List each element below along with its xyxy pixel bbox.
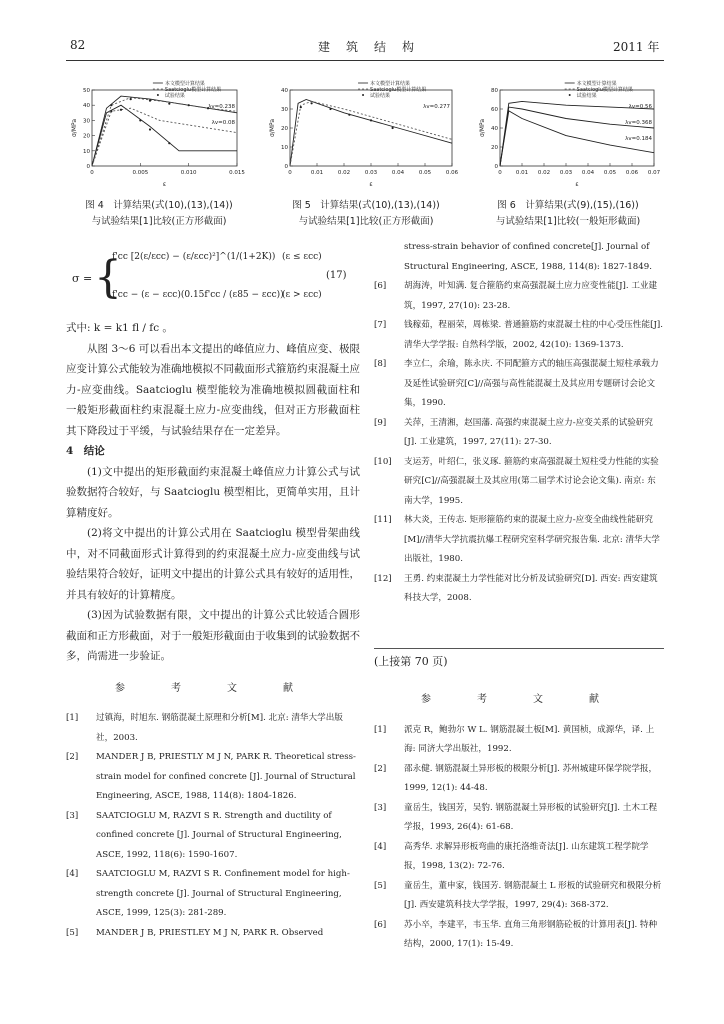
reference-text: 苏小卒，李建平，韦玉华. 直角三角形钢筋砼板的计算用表[J]. 特种结构，2000, 17(1): 15-49. (404, 919, 658, 949)
left-reference-list (66, 709, 360, 943)
reference-item (66, 807, 360, 866)
y-tick-label: 40 (491, 126, 498, 132)
reference-number: [12] (374, 573, 392, 584)
conclusion-1: (1)文中提出的矩形截面约束混凝土峰值应力计算公式与试验数据符合较好，与 Saatcioglu 模型相比，更简单实用，且计算精度好。 (66, 465, 361, 519)
y-tick-label: 30 (83, 118, 90, 125)
x-tick-label: 0.06 (445, 170, 459, 176)
reference-number: [6] (374, 281, 387, 291)
continued-note: (上接第 70 页) (374, 655, 448, 668)
data-point (168, 142, 170, 144)
x-tick-label: 0.05 (603, 170, 617, 176)
reference-item (374, 238, 664, 277)
reference-number: [1] (66, 713, 79, 723)
data-point (188, 104, 190, 106)
reference-item (374, 511, 664, 570)
y-tick-label: 50 (83, 88, 90, 94)
reference-number: [5] (66, 927, 79, 938)
reference-text: stress-strain behavior of confined concrete[J]. Journal of Structural Engineering, ASCE, 1988, 114(8): 1827-1849. (404, 242, 652, 272)
series-line (500, 101, 654, 166)
x-tick-label: 0.02 (337, 170, 351, 176)
legend-label: 试验结果 (164, 93, 185, 99)
equation-number: (17) (326, 270, 347, 281)
figure-6-chart (478, 80, 662, 190)
x-tick-label: 0.015 (229, 170, 245, 176)
reference-item (66, 709, 360, 748)
conclusion-2: (2)将文中提出的计算公式用在 Saatcioglu 模型骨架曲线中，对不同截面形式计算得到的约束混凝土应力-应变曲线与试验结果符合较好，证明文中提出的计算公式具有较好的适用性，并具有较好的计算精度。 (66, 527, 360, 601)
reference-text: MANDER J B, PRIESTLY M J N, PARK R. Theoretical stress-strain model for confined concrete [J]. Journal of Structural Engineering, ASCE, 1988, 114(8): 1804-1826. (96, 752, 356, 801)
reference-text: 过镇海，时旭东. 钢筋混凝土原理和分析[M]. 北京: 清华大学出版社，2003. (96, 713, 343, 743)
x-tick-label: 0.03 (559, 170, 573, 176)
y-tick-label: 40 (281, 88, 288, 94)
references-heading: 参 考 文 献 (115, 682, 311, 694)
reference-number: [8] (374, 359, 387, 369)
reference-number: [5] (374, 880, 387, 891)
equation-row1: f'cc [2(ε/εcc) − (ε/εcc)²]^(1/(1+2K)) (112, 252, 276, 262)
left-column (66, 318, 360, 943)
page-number: 82 (70, 38, 86, 52)
data-point (329, 108, 331, 110)
reference-item (374, 277, 664, 316)
equation-row1-condition: (ε ≤ εcc) (282, 252, 322, 262)
data-point (110, 110, 112, 112)
reference-item (66, 865, 360, 924)
reference-text: 支运芳，叶绍仁，张义琢. 箍筋约束高强混凝土短柱受力性能的实验研究[C]//高强混凝土及其应用(第二届学术讨论会论文集). 南京: 东南大学，1995. (404, 456, 659, 506)
y-tick-label: 20 (491, 145, 498, 151)
equation-row2-condition: (ε > εcc) (282, 290, 322, 300)
reference-text: 李立仁，余瑜，陈永庆. 不同配箍方式的轴压高强混凝土短柱承载力及延性试验研究[C]//高强与高性能混凝土及其应用专题研讨会论文集，1990. (404, 359, 659, 408)
reference-text: 钱稼茹，程丽荣，周栋梁. 普通箍筋约束混凝土柱的中心受压性能[J]. 清华大学学报: 自然科学版，2002, 42(10): 1369-1373. (404, 320, 663, 350)
legend-label: 试验结果 (576, 93, 597, 99)
y-axis-label: σ/MPa (71, 118, 78, 138)
reference-number: [1] (374, 724, 387, 735)
x-tick-label: 0 (498, 170, 502, 176)
x-tick-label: 0.01 (310, 170, 324, 176)
y-tick-label: 10 (281, 145, 288, 151)
reference-item (374, 570, 664, 609)
y-tick-label: 20 (281, 126, 288, 132)
x-tick-label: 0.06 (625, 170, 639, 176)
reference-text: MANDER J B, PRIESTLEY M J N, PARK R. Observed (96, 927, 324, 938)
legend-label: 试验结果 (370, 93, 391, 99)
x-tick-label: 0.07 (647, 170, 661, 176)
data-point (120, 109, 122, 111)
equation-brace: { (94, 252, 122, 303)
x-tick-label: 0.04 (391, 170, 405, 176)
data-point (168, 103, 170, 105)
reference-item (374, 316, 664, 355)
x-tick-label: 0 (90, 170, 94, 176)
right-reference-list-2 (374, 721, 664, 955)
x-tick-label: 0 (288, 170, 292, 176)
legend-label: 本文模型计算结果 (370, 81, 411, 87)
legend-marker (569, 94, 571, 96)
data-point (392, 127, 394, 129)
reference-text: SAATCIOGLU M, RAZVI S R. Strength and ductility of confined concrete [J]. Journal of Structural Engineering, ASCE, 1992, 118(6): 1590-1607. (96, 810, 342, 860)
y-tick-label: 20 (83, 133, 90, 140)
data-point (130, 98, 132, 100)
reference-number: [3] (374, 802, 387, 813)
conclusion-3: (3)因为试验数据有限，文中提出的计算公式比较适合圆形截面和正方形截面，对于一般矩形截面由于收集到的试验数据不多，尚需进一步验证。 (66, 609, 360, 662)
y-tick-label: 10 (83, 148, 90, 155)
reference-number: [3] (66, 810, 79, 821)
reference-number: [2] (66, 752, 79, 762)
references-heading-2: 参 考 文 献 (421, 694, 617, 705)
reference-item (374, 838, 664, 877)
reference-text: 童岳生，董申家，钱国芳. 钢筋混凝土 L 形板的试验研究和极限分析[J]. 西安建筑科技大学学报，1997, 29(4): 368-372. (404, 880, 662, 910)
data-point (348, 114, 350, 116)
legend-label: 本文模型计算结果 (576, 81, 617, 87)
data-point (110, 104, 112, 106)
issue-year: 2011 年 (613, 40, 660, 54)
caption-line: 与试验结果[1]比较(正方形截面) (298, 216, 434, 227)
reference-item (66, 748, 360, 807)
x-axis-label: ε (369, 181, 373, 188)
legend-marker (157, 94, 159, 96)
series-line (92, 105, 237, 166)
x-tick-label: 0.01 (515, 170, 529, 176)
reference-number: [7] (374, 320, 387, 330)
curve-annotation: λv=0.238 (208, 104, 235, 110)
header-rule (66, 60, 664, 61)
reference-number: [9] (374, 417, 387, 428)
equation-row2: f'cc − (ε − εcc)(0.15f'cc / (ε85 − εcc)) (112, 290, 284, 300)
legend-label: 本文模型计算结果 (164, 81, 205, 87)
paragraph-results: 从图 3～6 可以看出本文提出的峰值应力、峰值应变、极限应变计算公式能较为准确地模拟不同截面形式箍筋约束混凝土应力-应变曲线。Saatcioglu 模型能较为准确地模拟圆截面柱和一般矩形截面柱约束混凝土应力-应变曲线，但对正方形截面柱其下降段过于平缓，与试验结果存在一定差异。 (66, 342, 360, 437)
data-point (149, 100, 151, 102)
reference-number: [2] (374, 763, 387, 774)
reference-number: [10] (374, 456, 392, 467)
data-point (139, 119, 141, 121)
caption-line: 图 6 计算结果(式(9),(15),(16)) (497, 200, 639, 211)
y-tick-label: 0 (86, 164, 90, 170)
y-axis-label: σ/MPa (479, 118, 486, 138)
reference-item (374, 760, 664, 799)
x-tick-label: 0.010 (180, 170, 197, 176)
legend-label: Saatcioglu模型计算结果 (164, 87, 222, 93)
reference-item (374, 916, 664, 955)
equation-17 (72, 246, 362, 314)
figure-5-caption (266, 198, 466, 230)
y-tick-label: 40 (83, 103, 90, 110)
series-line (290, 101, 452, 166)
right-reference-list (374, 238, 664, 609)
reference-item (374, 414, 664, 453)
equation-sigma: σ = (72, 272, 93, 285)
right-column (374, 238, 664, 609)
figure-6-caption (466, 198, 670, 230)
x-tick-label: 0.005 (132, 170, 149, 176)
reference-text: 派克 R，鲍勃尔 W L. 钢筋混凝土板[M]. 黄国桢，成源华，译. 上海: 同济大学出版社，1992. (404, 724, 655, 754)
reference-text: 童岳生，钱国芳，吴豹. 钢筋混凝土异形板的试验研究[J]. 土木工程学报，1993, 26(4): 61-68. (404, 802, 658, 832)
reference-text: SAATCIOGLU M, RAZVI S R. Confinement model for high-strength concrete [J]. Journal of Structural Engineering, ASCE, 1999, 125(3): 281-289. (96, 869, 350, 918)
curve-annotation: λv=0.368 (625, 120, 652, 126)
data-point (311, 102, 313, 104)
x-tick-label: 0.05 (418, 170, 432, 176)
curve-annotation: λv=0.56 (628, 104, 652, 110)
reference-text: 王勇. 约束混凝土力学性能对比分析及试验研究[D]. 西安: 西安建筑科技大学，2008. (404, 573, 658, 603)
figure-5-chart (268, 80, 460, 190)
legend-label: Saatcioglu模型计算结果 (370, 87, 427, 93)
y-tick-label: 30 (281, 107, 288, 113)
x-axis-label: ε (162, 181, 167, 188)
reference-text: 林大炎，王传志. 矩形箍筋约束的混凝土应力-应变全曲线性能研究[M]//清华大学抗震抗爆工程研究室科学研究报告集. 北京: 清华大学出版社，1980. (404, 515, 660, 564)
section-separator (374, 648, 664, 649)
caption-line: 与试验结果[1]比较(一般矩形截面) (495, 216, 641, 227)
caption-line: 图 4 计算结果(式(10),(13),(14)) (85, 200, 233, 211)
y-axis-label: σ/MPa (269, 118, 276, 138)
journal-title: 建 筑 结 构 (318, 40, 417, 54)
reference-text: 邵永健. 钢筋混凝土异形板的极限分析[J]. 苏州城建环保学院学报，1999, 12(1): 44-48. (404, 763, 658, 793)
reference-text: 高秀华. 求解异形板弯曲的康托洛维奇法[J]. 山东建筑工程学院学报，1998, 13(2): 72-76. (404, 841, 649, 871)
series-line (92, 108, 237, 166)
curve-annotation: λv=0.277 (423, 104, 450, 110)
reference-number: [6] (374, 919, 387, 930)
caption-line: 图 5 计算结果(式(10),(13),(14)) (292, 200, 440, 211)
y-tick-label: 60 (491, 107, 498, 113)
data-point (300, 106, 302, 108)
curve-annotation: λv=0.184 (625, 136, 652, 142)
reference-item (66, 924, 360, 944)
x-axis-label: ε (575, 181, 579, 188)
reference-item (374, 799, 664, 838)
caption-line: 与试验结果[1]比较(正方形截面) (91, 216, 227, 227)
reference-number: [4] (66, 869, 79, 879)
reference-number: [11] (374, 515, 392, 525)
formula-note: 式中: k = k1 fl / fc 。 (66, 322, 173, 334)
y-tick-label: 0 (494, 164, 498, 170)
reference-text: 胡海涛，叶知满. 复合箍筋约束高强混凝土应力应变性能[J]. 工业建筑，1997, 27(10): 23-28. (404, 281, 658, 311)
curve-annotation: λv=0.08 (211, 120, 235, 126)
reference-text: 关萍，王清湘，赵国藩. 高强约束混凝土应力-应变关系的试验研究[J]. 工业建筑，1997, 27(11): 27-30. (404, 417, 653, 447)
data-point (370, 119, 372, 121)
legend-label: Saatcioglu模型计算结果 (576, 87, 633, 93)
reference-item (374, 355, 664, 414)
y-tick-label: 80 (491, 88, 498, 94)
plot-frame (290, 90, 452, 166)
figure-4-caption (64, 198, 254, 230)
legend-marker (362, 94, 364, 96)
y-tick-label: 0 (284, 164, 288, 170)
reference-number: [4] (374, 841, 387, 852)
x-tick-label: 0.04 (581, 170, 595, 176)
x-tick-label: 0.03 (364, 170, 378, 176)
reference-item (374, 453, 664, 512)
figure-4-chart (70, 80, 245, 190)
reference-item (374, 721, 664, 760)
section-heading-conclusion: 4 结论 (66, 445, 105, 457)
x-tick-label: 0.02 (537, 170, 551, 176)
right-column-lower (374, 678, 664, 955)
reference-item (374, 877, 664, 916)
data-point (149, 128, 151, 130)
